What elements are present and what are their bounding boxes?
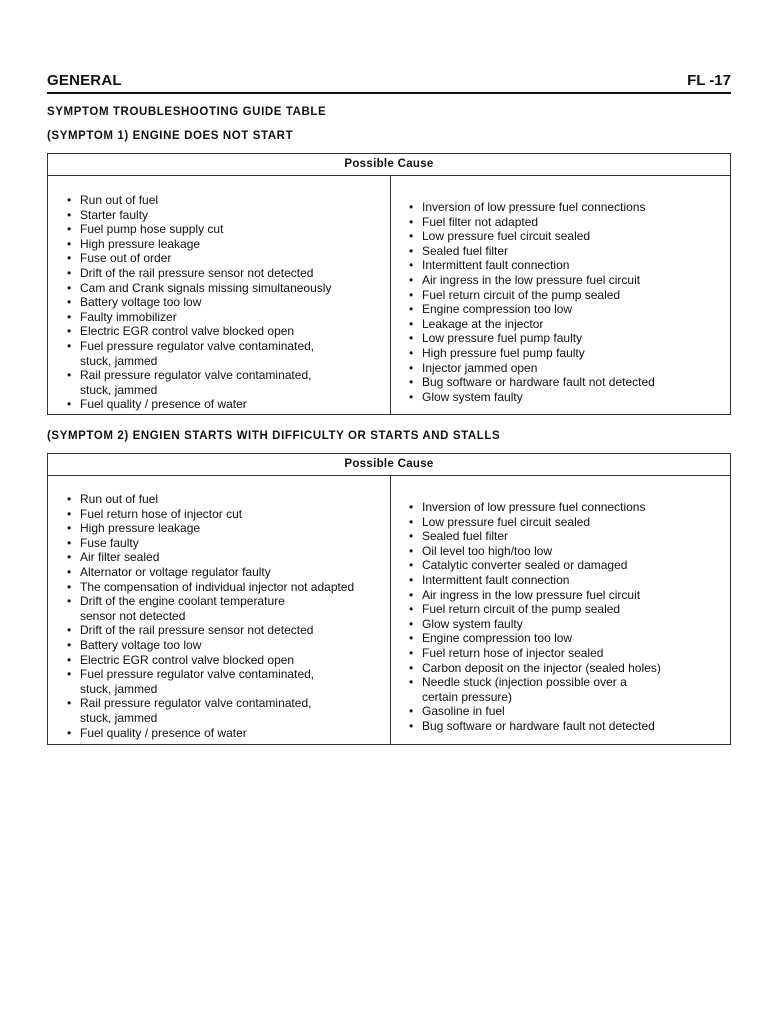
symptom-1-table-body <box>48 176 730 414</box>
cause-item: • Run out of fuel <box>66 193 331 208</box>
column-divider <box>390 476 391 744</box>
cause-item: • Fuel return hose of injector sealed <box>408 646 661 661</box>
cause-item: • Carbon deposit on the injector (sealed holes) <box>408 661 661 676</box>
symptom-2-table <box>47 453 731 745</box>
cause-item: • Glow system faulty <box>408 390 655 405</box>
cause-item: • Air filter sealed <box>66 550 354 565</box>
cause-item: • Sealed fuel filter <box>408 529 661 544</box>
page-header <box>47 72 731 92</box>
cause-item: • Battery voltage too low <box>66 295 331 310</box>
cause-item: • Glow system faulty <box>408 617 661 632</box>
cause-item: • Intermittent fault connection <box>408 258 655 273</box>
cause-item-continuation: stuck, jammed <box>80 710 158 725</box>
cause-item: • Drift of the rail pressure sensor not detected <box>66 266 331 281</box>
cause-item: • Fuel return circuit of the pump sealed <box>408 602 661 617</box>
cause-item: • Intermittent fault connection <box>408 573 661 588</box>
cause-item: • Fuel return circuit of the pump sealed <box>408 288 655 303</box>
cause-item: • Faulty immobilizer <box>66 310 331 325</box>
cause-item-continuation: stuck, jammed <box>80 353 158 368</box>
section-title: GENERAL <box>47 72 122 89</box>
column-divider <box>390 176 391 414</box>
cause-item: • Rail pressure regulator valve contaminated, <box>66 696 354 711</box>
cause-item: • Battery voltage too low <box>66 638 354 653</box>
cause-item: • High pressure leakage <box>66 237 331 252</box>
cause-item: • The compensation of individual injector not adapted <box>66 580 354 595</box>
cause-item: • Electric EGR control valve blocked open <box>66 653 354 668</box>
cause-item: • Oil level too high/too low <box>408 544 661 559</box>
cause-item: • Rail pressure regulator valve contaminated, <box>66 368 331 383</box>
cause-item: • Engine compression too low <box>408 302 655 317</box>
cause-item-continuation: stuck, jammed <box>80 681 158 696</box>
cause-item: • Fuel filter not adapted <box>408 215 655 230</box>
cause-item: • Fuel return hose of injector cut <box>66 507 354 522</box>
cause-item: • Run out of fuel <box>66 492 354 507</box>
cause-item: • High pressure leakage <box>66 521 354 536</box>
cause-item: • Low pressure fuel circuit sealed <box>408 515 661 530</box>
cause-item: • Drift of the engine coolant temperature <box>66 594 354 609</box>
symptom-1-table <box>47 153 731 415</box>
symptom-1-title: (SYMPTOM 1) ENGINE DOES NOT START <box>47 130 294 142</box>
cause-item: • Cam and Crank signals missing simultaneously <box>66 281 331 296</box>
cause-item: • High pressure fuel pump faulty <box>408 346 655 361</box>
cause-item: • Low pressure fuel circuit sealed <box>408 229 655 244</box>
cause-item: • Drift of the rail pressure sensor not detected <box>66 623 354 638</box>
cause-item: • Inversion of low pressure fuel connections <box>408 500 661 515</box>
cause-item: • Gasoline in fuel <box>408 704 661 719</box>
cause-item: • Fuel pressure regulator valve contaminated, <box>66 667 354 682</box>
cause-item-continuation: stuck, jammed <box>80 382 158 397</box>
possible-cause-header: Possible Cause <box>48 154 730 176</box>
cause-item: • Sealed fuel filter <box>408 244 655 259</box>
cause-item: • Fuel pressure regulator valve contaminated, <box>66 339 331 354</box>
cause-item: • Alternator or voltage regulator faulty <box>66 565 354 580</box>
cause-item-continuation: certain pressure) <box>422 689 513 704</box>
possible-cause-header: Possible Cause <box>48 454 730 476</box>
cause-item-continuation: sensor not detected <box>80 608 186 623</box>
cause-item: • Bug software or hardware fault not detected <box>408 375 655 390</box>
header-rule <box>47 92 731 94</box>
cause-item: • Inversion of low pressure fuel connections <box>408 200 655 215</box>
symptom-2-title: (SYMPTOM 2) ENGIEN STARTS WITH DIFFICULTY OR STARTS AND STALLS <box>47 430 501 442</box>
symptom-1-right-causes <box>408 200 655 404</box>
symptom-1-left-causes <box>66 193 331 412</box>
symptom-2-right-causes <box>408 500 661 734</box>
cause-item: • Fuse out of order <box>66 251 331 266</box>
cause-item: • Low pressure fuel pump faulty <box>408 331 655 346</box>
cause-item: • Fuel quality / presence of water <box>66 397 331 412</box>
page-number: FL -17 <box>687 72 731 89</box>
cause-item: • Bug software or hardware fault not detected <box>408 719 661 734</box>
cause-item: • Fuse faulty <box>66 536 354 551</box>
cause-item: • Air ingress in the low pressure fuel circuit <box>408 588 661 603</box>
cause-item: • Catalytic converter sealed or damaged <box>408 558 661 573</box>
cause-item: • Air ingress in the low pressure fuel circuit <box>408 273 655 288</box>
symptom-2-table-body <box>48 476 730 744</box>
symptom-2-left-causes <box>66 492 354 740</box>
cause-item: • Fuel pump hose supply cut <box>66 222 331 237</box>
cause-item: • Engine compression too low <box>408 631 661 646</box>
cause-item: • Electric EGR control valve blocked open <box>66 324 331 339</box>
cause-item: • Starter faulty <box>66 208 331 223</box>
guide-title: SYMPTOM TROUBLESHOOTING GUIDE TABLE <box>47 106 327 118</box>
cause-item: • Leakage at the injector <box>408 317 655 332</box>
cause-item: • Needle stuck (injection possible over a <box>408 675 661 690</box>
cause-item: • Injector jammed open <box>408 361 655 376</box>
cause-item: • Fuel quality / presence of water <box>66 726 354 741</box>
